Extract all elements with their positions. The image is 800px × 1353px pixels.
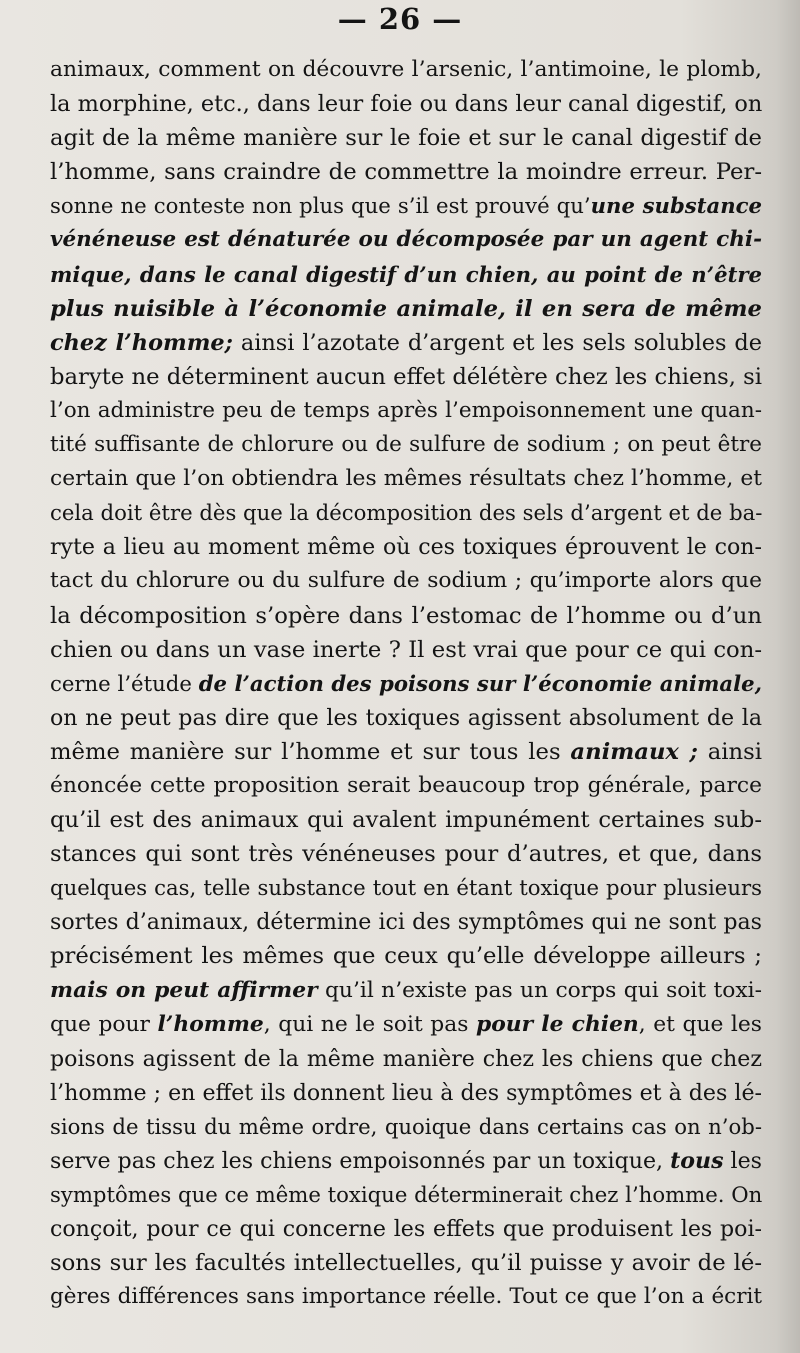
italic-text: animaux ; — [570, 738, 698, 765]
text-span: serve pas chez les chiens empoisonnés par un toxique, — [50, 1148, 671, 1174]
body-text — [50, 53, 762, 1314]
text-span: conçoit, pour ce qui concerne les effets que produisent les poi- — [50, 1216, 762, 1243]
text-line — [50, 939, 762, 973]
italic-text: une substance — [590, 193, 762, 219]
italic-text: pour le chien — [475, 1011, 639, 1037]
text-span: cela doit être dès que la décomposition des sels d’argent et de ba- — [50, 500, 763, 526]
text-span: tact du chlorure ou du sulfure de sodium ; qu’importe alors que — [50, 568, 762, 594]
text-line — [50, 905, 762, 939]
text-span: sonne ne conteste non plus que s’il est prouvé qu’ — [50, 193, 591, 219]
text-span: sons sur les facultés intellectuelles, qu’il puisse y avoir de lé- — [50, 1250, 762, 1277]
text-line — [50, 1212, 762, 1246]
text-line — [50, 496, 762, 530]
text-line — [50, 1246, 762, 1280]
text-line — [50, 1008, 762, 1042]
italic-text: plus nuisible à l’économie animale, il en sera de même — [50, 295, 762, 322]
text-line — [50, 292, 762, 326]
text-line — [50, 428, 762, 462]
text-span: ryte a lieu au moment même où ces toxiques éprouvent le con- — [50, 534, 762, 561]
italic-text: l’homme — [157, 1011, 264, 1037]
text-line — [50, 735, 762, 769]
italic-text: vénéneuse est dénaturée ou décomposée par un agent chi- — [50, 227, 762, 253]
page-number: — 26 — — [337, 2, 463, 36]
text-line — [50, 1042, 762, 1076]
text-span: , et que les — [638, 1011, 762, 1037]
text-span: sions de tissu du même ordre, quoique dans certains cas on n’ob- — [50, 1113, 762, 1139]
text-span: que pour — [50, 1011, 158, 1037]
text-line — [50, 1076, 762, 1110]
text-span: même manière sur l’homme et sur tous les — [50, 738, 571, 765]
italic-text: mique, dans le canal digestif d’un chien, au point de n’être — [50, 261, 762, 287]
text-line — [50, 564, 762, 598]
text-line — [50, 223, 762, 257]
text-line — [50, 633, 762, 667]
italic-text: de l’action des poisons sur l’économie animale, — [198, 670, 762, 696]
text-span: l’homme, sans craindre de commettre la moindre erreur. Per- — [50, 159, 762, 186]
text-span: chien ou dans un vase inerte ? Il est vrai que pour ce qui con- — [50, 636, 762, 663]
text-span: la morphine, etc., dans leur foie ou dans leur canal digestif, on — [50, 91, 763, 118]
text-span: poisons agissent de la même manière chez les chiens que chez — [50, 1045, 762, 1072]
text-span: sortes d’animaux, détermine ici des symptômes qui ne sont pas — [50, 909, 762, 936]
text-line — [50, 121, 762, 155]
italic-text: mais on peut affirmer — [50, 977, 318, 1003]
text-line — [50, 769, 762, 803]
text-line — [50, 1110, 762, 1144]
text-line — [50, 803, 762, 837]
text-span: animaux, comment on découvre l’arsenic, l’antimoine, le plomb, — [50, 57, 762, 82]
text-span: l’on administre peu de temps après l’empoisonnement une quan- — [50, 397, 762, 423]
text-line — [50, 87, 762, 121]
text-line — [50, 189, 762, 223]
text-span: stances qui sont très vénéneuses pour d’autres, et que, dans — [50, 841, 762, 868]
text-line — [50, 667, 762, 701]
text-span: ainsi — [697, 738, 762, 765]
text-span: ainsi l’azotate d’argent et les sels solubles de — [232, 329, 763, 356]
text-line — [50, 360, 762, 394]
text-span: les — [723, 1148, 763, 1174]
text-line — [50, 1178, 762, 1212]
text-span: cerne l’étude — [50, 670, 199, 696]
text-span: quelques cas, telle substance tout en étant toxique pour plusieurs — [50, 875, 762, 901]
text-span: gères différences sans importance réelle. Tout ce que l’on a écrit — [50, 1284, 762, 1310]
text-line — [50, 462, 762, 496]
text-span: , qui ne le soit pas — [263, 1011, 476, 1037]
text-line — [50, 394, 762, 428]
text-span: agit de la même manière sur le foie et sur le canal digestif de — [50, 125, 762, 152]
text-line — [50, 1144, 762, 1178]
text-line — [50, 974, 762, 1008]
text-span: on ne peut pas dire que les toxiques agissent absolument de la — [50, 704, 762, 731]
text-line — [50, 155, 762, 189]
text-line — [50, 53, 762, 87]
text-span: certain que l’on obtiendra les mêmes résultats chez l’homme, et — [50, 466, 762, 492]
text-line — [50, 871, 762, 905]
text-span: qu’il n’existe pas un corps qui soit toxi- — [317, 977, 762, 1003]
text-line — [50, 837, 762, 871]
text-line — [50, 599, 762, 633]
text-span: énoncée cette proposition serait beaucoup trop générale, parce — [50, 772, 762, 798]
text-span: précisément les mêmes que ceux qu’elle développe ailleurs ; — [50, 943, 762, 970]
text-span: symptômes que ce même toxique déterminerait chez l’homme. On — [50, 1182, 763, 1208]
text-line — [50, 326, 762, 360]
italic-text: tous — [670, 1148, 724, 1174]
text-line — [50, 1280, 762, 1314]
text-span: baryte ne déterminent aucun effet délétère chez les chiens, si — [50, 363, 763, 390]
text-line — [50, 530, 762, 564]
text-span: la décomposition s’opère dans l’estomac de l’homme ou d’un — [50, 602, 762, 629]
text-line — [50, 701, 762, 735]
text-span: qu’il est des animaux qui avalent impunément certaines sub- — [50, 807, 762, 834]
italic-text: chez l’homme; — [50, 329, 233, 356]
text-span: l’homme ; en effet ils donnent lieu à des symptômes et à des lé- — [50, 1079, 762, 1106]
text-span: tité suffisante de chlorure ou de sulfure de sodium ; on peut être — [50, 432, 762, 458]
text-line — [50, 258, 762, 292]
